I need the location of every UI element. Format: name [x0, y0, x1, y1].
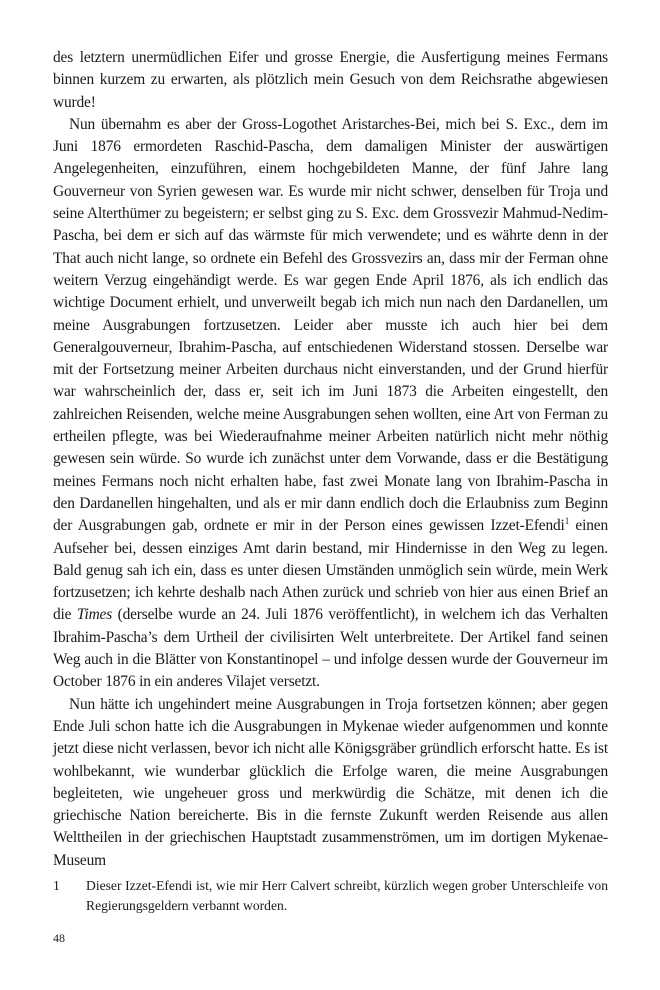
paragraph-2-text-b: einen Aufseher bei, dessen einziges Amt darin bestand, mir Hindernisse in den Weg zu legen. Bald genug sah ich ein, dass es unter diesen Umständen unmöglich sein würde, mein Werk fortzusetzen; ich kehrte deshalb nach Athen zurück und schrieb von hier aus einen Brief an die: [53, 517, 609, 624]
footnote: [53, 876, 608, 915]
footnote-number: 1: [53, 878, 60, 893]
main-text: [53, 47, 608, 872]
paragraph-1: des letztern unermüdlichen Eifer und grosse Energie, die Ausfertigung meines Fermans binnen kurzem zu erwarten, als plötzlich mein Gesuch von dem Reichsrathe abgewiesen wurde!: [53, 49, 608, 111]
newspaper-title: Times: [76, 606, 113, 624]
paragraph-2: [53, 114, 608, 694]
paragraph-3: Nun hätte ich ungehindert meine Ausgrabungen in Troja fortsetzen können; aber gegen Ende Juli schon hatte ich die Ausgrabungen in Mykenae wieder aufgenommen und konnte jetzt diese nicht verlassen, bevor ich nicht alle Königsgräber gründlich erforscht hatte. Es ist wohlbekannt, wie wunderbar glücklich die Erfolge waren, die meine Ausgrabungen begleiteten, wie ungeheuer gross und merkwürdig die Schätze, mit denen ich die griechische Nation bereicherte. Bis in die fernste Zukunft werden Reisende aus allen Welttheilen in der griechischen Hauptstadt zusammenströmen, um im dortigen Mykenae-Museum: [53, 695, 608, 869]
page-number: 48: [53, 931, 65, 945]
footnote-reference[interactable]: 1: [564, 516, 570, 527]
footnote-text: Dieser Izzet-Efendi ist, wie mir Herr Calvert schreibt, kürzlich wegen grober Unterschleife von Regierungsgeldern verbannt worden.: [86, 878, 608, 913]
paragraph-2-text-c: (derselbe wurde an 24. Juli 1876 veröffentlicht), in welchem ich das Verhalten Ibrahim-Pascha’s dem Urtheil der civilisirten Welt unterbreitete. Der Artikel fand seinen Weg auch in die Blätter von Konstantinopel – und infolge dessen wurde der Gouverneur im October 1876 in ein anderes Vilajet versetzt.: [53, 606, 608, 691]
paragraph-2-text-a: Nun übernahm es aber der Gross-Logothet Aristarches-Bei, mich bei S. Exc., dem im Juni 1876 ermordeten Raschid-Pascha, dem damaligen Minister der auswärtigen Angelegenheiten, einzuführen, einem hochgebildeten Manne, der fünf Jahre lang Gouverneur von Syrien gewesen war. Es wurde mir nicht schwer, denselben für Troja und seine Alterthümer zu begeistern; er selbst ging zu S. Exc. dem Grossvezir Mahmud-Nedim-Pascha, bei dem er sich auf das wärmste für mich verwendete; und es währte denn in der That auch nicht lange, so ordnete ein Befehl des Grossvezirs an, dass mir der Ferman ohne weitern Verzug eingehändigt werde. Es war gegen Ende April 1876, als ich endlich das wichtige Document erhielt, und unverweilt begab ich mich nun nach den Dardanellen, um meine Ausgrabungen fortzusetzen. Leider aber musste ich auch hier bei dem Generalgouverneur, Ibrahim-Pascha, auf entschiedenen Widerstand stossen. Derselbe war mit der Fortsetzung meiner Arbeiten durchaus nicht einverstanden, und der Grund hierfür war wahrscheinlich der, dass er, seit ich im Juni 1873 die Arbeiten eingestellt, den zahlreichen Reisenden, welche meine Ausgrabungen sehen wollten, eine Art von Ferman zu ertheilen pflegte, was bei Wiederaufnahme meiner Arbeiten natürlich nicht mehr nöthig gewesen sein würde. So wurde ich zunächst unter dem Vorwande, dass er die Bestätigung meines Fermans noch nicht erhalten habe, fast zwei Monate lang von Ibrahim-Pascha in den Dardanellen hingehalten, und als er mir dann endlich doch die Erlaubniss zum Beginn der Ausgrabungen gab, ordnete er mir in der Person eines gewissen Izzet-Efendi: [53, 115, 608, 535]
